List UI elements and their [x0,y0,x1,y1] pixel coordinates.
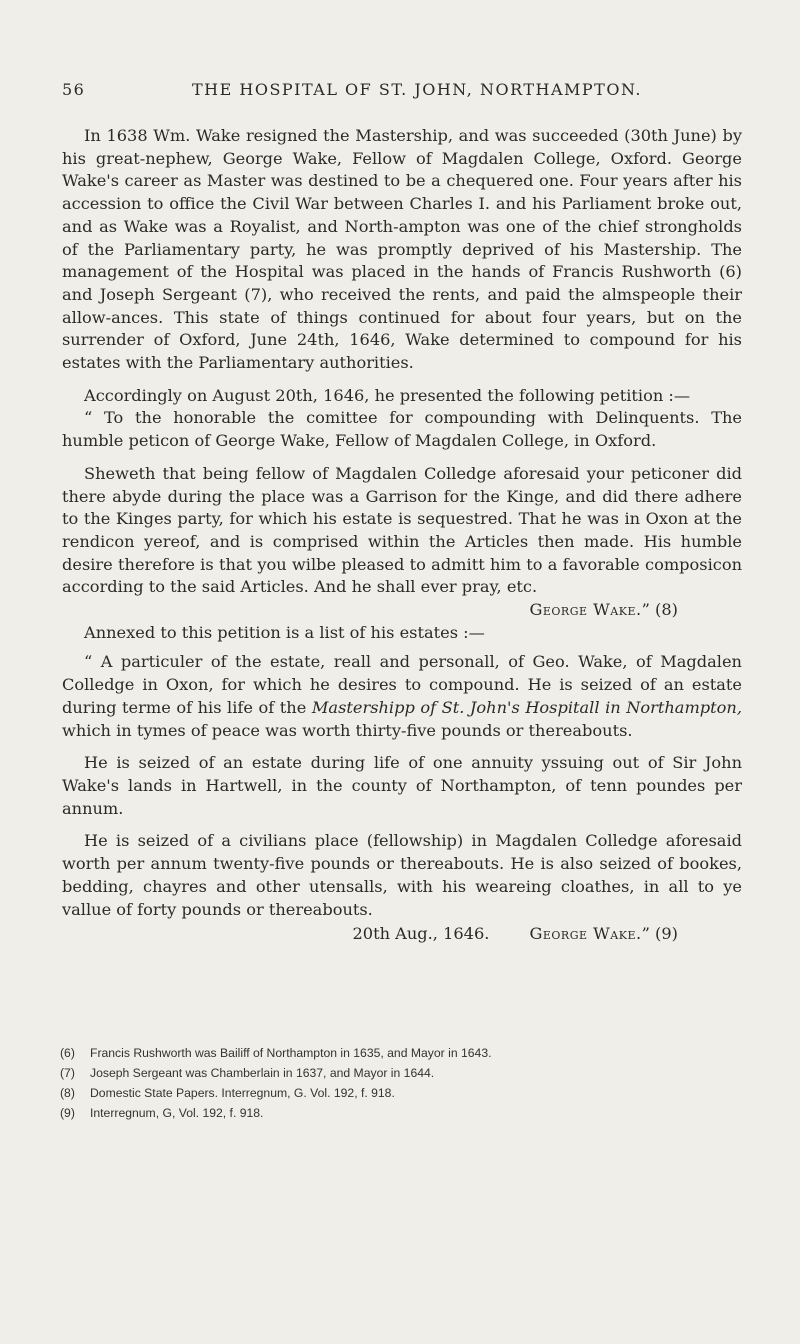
paragraph-petition-intro: Accordingly on August 20th, 1646, he presented the following petition :— [84,385,691,405]
footnote-text: Francis Rushworth was Bailiff of Northampton in 1635, and Mayor in 1643. [90,1046,492,1060]
signature-block [529,923,678,946]
particuler-italic: Mastershipp of St. John's Hospitall in Northampton, [311,697,742,717]
paragraph-annuity: He is seized of an estate during life of one annuity yssuing out of Sir John Wake's lands in Hartwell, in the county of Northampton, of tenn poundes per annum. [62,753,742,818]
footnote [60,1043,750,1063]
signature-name: George Wake. [529,600,642,620]
page-number: 56 [62,80,86,99]
footnote-text: Joseph Sergeant was Chamberlain in 1637, and Mayor in 1644. [90,1066,435,1080]
paragraph-wake-mastership: In 1638 Wm. Wake resigned the Mastership, and was succeeded (30th June) by his great-nephew, George Wake, Fellow of Magdalen College, Oxford. George Wake's career as Master was destined to be a chequered one. Four years after his accession to office the Civil War between Charles I. and his Parliament broke out, and as Wake was a Royalist, and North-ampton was one of the chief strongholds of the Parliamentary party, he was promptly deprived of his Mastership. The management of the Hospital was placed in the hands of Francis Rushworth (6) and Joseph Sergeant (7), who received the rents, and paid the almspeople their allow-ances. This state of things continued for about four years, but on the surrender of Oxford, June 24th, 1646, Wake determined to compound for his estates with the Parliamentary authorities. [62,126,742,373]
footnote-text: Domestic State Papers. Interregnum, G. Vol. 192, f. 918. [90,1086,395,1100]
body-text [62,125,742,946]
signature-george-wake-1 [62,599,742,622]
signature-reference-2: ” (9) [641,924,678,944]
signature-date: 20th Aug., 1646. [352,924,490,944]
footnote [60,1103,750,1123]
footnote-number: (7) [60,1066,75,1080]
signature-reference: ” (8) [641,600,678,620]
paragraph-fellowship: He is seized of a civilians place (fellowship) in Magdalen Colledge aforesaid worth per annum twenty-five pounds or thereabouts. He is also seized of bookes, bedding, chayres and other utensalls, with his weareing cloathes, in all to ye vallue of forty pounds or thereabouts. [62,831,742,919]
paragraph-particuler [62,651,742,742]
page-header [62,80,742,106]
footnote-number: (9) [60,1106,75,1120]
running-title: THE HOSPITAL OF ST. JOHN, NORTHAMPTON. [191,80,643,99]
particuler-text-start: “ A particuler of the estate, reall and personall, of Geo. Wake, of Magdalen Colledge in Oxon, for which he desires to compound. He is seized of an estate during terme of his life of the [62,652,742,717]
paragraph-petition-address: “ To the honorable the comittee for compounding with Delinquents. The humble peticon of George Wake, Fellow of Magdalen College, in Oxford. [62,408,742,451]
footnote-number: (6) [60,1046,75,1060]
footnote [60,1083,750,1103]
signature-george-wake-2 [62,923,742,946]
paragraph-petition-body: Sheweth that being fellow of Magdalen Colledge aforesaid your peticoner did there abyde during the place was a Garrison for the Kinge, and did there adhere to the Kinges party, for which his estate is sequestred. That he was in Oxon at the rendicon yereof, and is comprised within the Articles then made. His humble desire therefore is that you wilbe pleased to admitt him to a favorable composicon according to the said Articles. And he shall ever pray, etc. [62,463,742,597]
footnotes [60,1043,750,1123]
footnote [60,1063,750,1083]
footnote-text: Interregnum, G, Vol. 192, f. 918. [90,1106,264,1120]
particuler-text-end: which in tymes of peace was worth thirty-five pounds or thereabouts. [62,720,633,740]
footnote-number: (8) [60,1086,75,1100]
signature-name-2: George Wake. [529,924,642,944]
paragraph-annexed: Annexed to this petition is a list of his estates :— [84,622,485,642]
